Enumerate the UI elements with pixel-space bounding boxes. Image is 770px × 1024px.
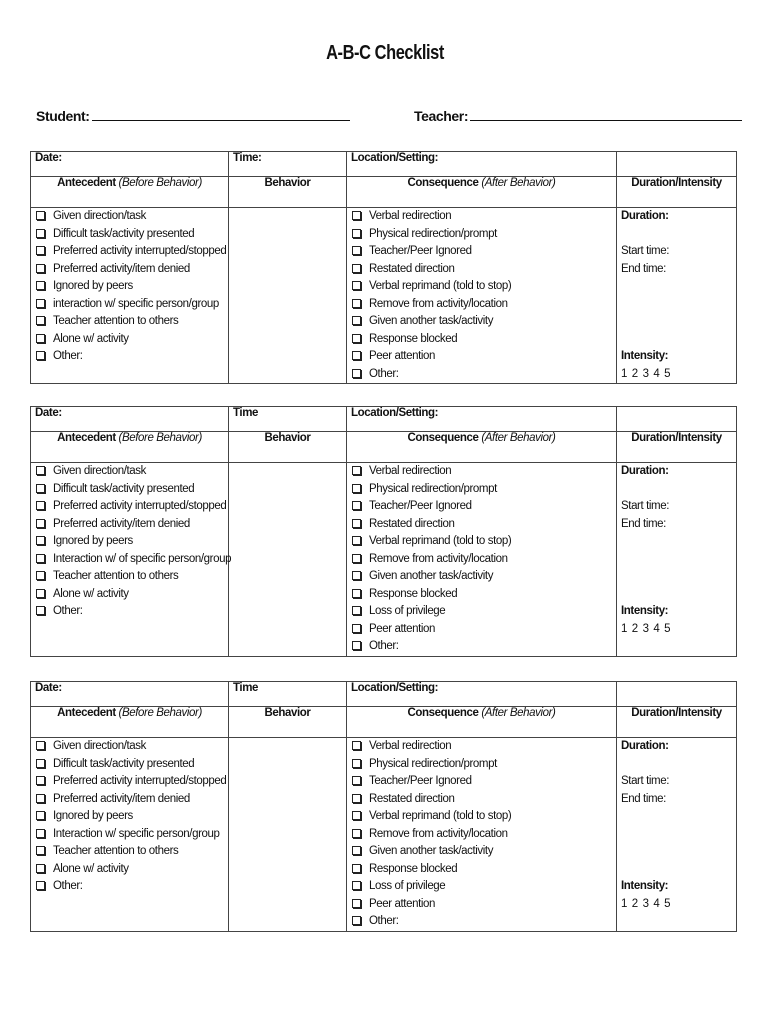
consequence-item-label: Loss of privilege xyxy=(369,880,446,892)
antecedent-subtitle: (Before Behavior) xyxy=(118,432,202,444)
consequence-header xyxy=(347,177,617,208)
antecedent-item[interactable] xyxy=(35,516,224,534)
antecedent-item[interactable] xyxy=(35,878,224,896)
consequence-item-label: Teacher/Peer Ignored xyxy=(369,775,472,787)
checkbox-icon[interactable] xyxy=(352,589,361,598)
consequence-title: Consequence xyxy=(407,707,479,719)
consequence-item[interactable] xyxy=(351,313,612,331)
consequence-item[interactable] xyxy=(351,498,612,516)
antecedent-list xyxy=(35,463,232,621)
checkbox-icon[interactable] xyxy=(36,211,45,220)
duration-label: Duration: xyxy=(621,210,669,222)
consequence-list xyxy=(351,208,612,383)
checkbox-icon[interactable] xyxy=(36,776,45,785)
antecedent-item-label: Interaction w/ specific person/group xyxy=(53,827,220,840)
consequence-item[interactable] xyxy=(351,586,612,604)
checkbox-icon[interactable] xyxy=(352,554,361,563)
checkbox-icon[interactable] xyxy=(352,571,361,580)
checkbox-icon[interactable] xyxy=(352,466,361,475)
behavior-title: Behavior xyxy=(264,432,311,444)
antecedent-subtitle: (Before Behavior) xyxy=(118,177,202,189)
date-label: Date: xyxy=(35,407,62,419)
consequence-item[interactable] xyxy=(351,638,612,656)
consequence-item-label: Other: xyxy=(369,367,399,380)
behavior-cell[interactable] xyxy=(229,463,347,657)
consequence-item[interactable] xyxy=(351,878,612,896)
antecedent-item[interactable] xyxy=(35,861,224,879)
checkbox-icon[interactable] xyxy=(352,759,361,768)
checkbox-icon[interactable] xyxy=(36,316,45,325)
antecedent-item-label: Given direction/task xyxy=(53,210,146,222)
antecedent-subtitle: (Before Behavior) xyxy=(118,707,202,719)
antecedent-item-label: Preferred activity interrupted/stopped xyxy=(53,775,227,787)
checkbox-icon[interactable] xyxy=(352,641,361,650)
consequence-item-label: Given another task/activity xyxy=(369,570,494,582)
checkbox-icon[interactable] xyxy=(352,811,361,820)
checkbox-icon[interactable] xyxy=(352,501,361,510)
antecedent-item-label: Teacher attention to others xyxy=(53,315,179,327)
consequence-subtitle: (After Behavior) xyxy=(481,177,556,189)
antecedent-item[interactable] xyxy=(35,843,224,861)
checkbox-icon[interactable] xyxy=(352,881,361,890)
antecedent-item[interactable] xyxy=(35,481,224,499)
consequence-cell xyxy=(347,463,617,657)
antecedent-item[interactable] xyxy=(35,243,227,261)
consequence-item[interactable] xyxy=(351,243,612,261)
checkbox-icon[interactable] xyxy=(36,759,45,768)
consequence-item[interactable] xyxy=(351,738,612,756)
consequence-item-label: Response blocked xyxy=(369,332,458,345)
checkbox-icon[interactable] xyxy=(36,246,45,255)
time-cell[interactable] xyxy=(229,152,347,177)
duration-label: Duration: xyxy=(621,740,669,752)
end-time-label[interactable]: End time: xyxy=(621,517,666,530)
checkbox-icon[interactable] xyxy=(36,501,45,510)
checkbox-icon[interactable] xyxy=(352,246,361,255)
antecedent-item-label: Preferred activity interrupted/stopped xyxy=(53,245,227,257)
checkbox-icon[interactable] xyxy=(352,606,361,615)
checkbox-icon[interactable] xyxy=(36,741,45,750)
antecedent-item[interactable] xyxy=(35,826,224,844)
time-cell[interactable] xyxy=(229,407,347,432)
checkbox-icon[interactable] xyxy=(36,536,45,545)
antecedent-item[interactable] xyxy=(35,808,224,826)
behavior-header xyxy=(229,177,347,208)
checkbox-icon[interactable] xyxy=(36,334,45,343)
consequence-item[interactable] xyxy=(351,278,612,296)
checkbox-icon[interactable] xyxy=(352,229,361,238)
checkbox-icon[interactable] xyxy=(36,589,45,598)
behavior-title: Behavior xyxy=(264,707,311,719)
checkbox-icon[interactable] xyxy=(36,299,45,308)
date-cell[interactable] xyxy=(31,152,229,177)
student-line[interactable] xyxy=(92,106,350,121)
antecedent-item-label: Difficult task/activity presented xyxy=(53,482,195,495)
antecedent-item[interactable] xyxy=(35,738,224,756)
antecedent-item[interactable] xyxy=(35,498,227,516)
antecedent-list xyxy=(35,208,227,366)
checkbox-icon[interactable] xyxy=(352,846,361,855)
antecedent-item[interactable] xyxy=(35,313,224,331)
antecedent-header xyxy=(31,432,229,463)
antecedent-item-label: Given direction/task xyxy=(53,740,146,752)
consequence-item-label: Peer attention xyxy=(369,897,436,910)
antecedent-item[interactable] xyxy=(35,568,224,586)
antecedent-item[interactable] xyxy=(35,603,224,621)
date-cell[interactable] xyxy=(31,682,229,707)
consequence-item[interactable] xyxy=(351,861,612,879)
checkbox-icon[interactable] xyxy=(36,794,45,803)
consequence-item[interactable] xyxy=(351,773,612,791)
duration-label: Duration: xyxy=(621,465,669,477)
checkbox-icon[interactable] xyxy=(352,794,361,803)
consequence-cell xyxy=(347,738,617,932)
consequence-item-label: Verbal redirection xyxy=(369,740,452,752)
start-time-label[interactable]: Start time: xyxy=(621,775,670,787)
consequence-item-label: Response blocked xyxy=(369,862,458,875)
duration-cell xyxy=(617,208,737,384)
consequence-cell xyxy=(347,208,617,384)
checkbox-icon[interactable] xyxy=(352,916,361,925)
consequence-item[interactable] xyxy=(351,348,612,366)
consequence-item-label: Verbal reprimand (told to stop) xyxy=(369,810,512,822)
antecedent-item[interactable] xyxy=(35,296,224,314)
checkbox-icon[interactable] xyxy=(352,264,361,273)
checkbox-icon[interactable] xyxy=(352,334,361,343)
intensity-scale[interactable]: 1 2 3 4 5 xyxy=(621,622,671,635)
antecedent-item-label: Alone w/ activity xyxy=(53,862,129,875)
checkbox-icon[interactable] xyxy=(36,229,45,238)
consequence-item-label: Remove from activity/location xyxy=(369,552,508,565)
blank-header-cell xyxy=(617,407,737,432)
checkbox-icon[interactable] xyxy=(352,519,361,528)
antecedent-header xyxy=(31,177,229,208)
checkbox-icon[interactable] xyxy=(352,351,361,360)
antecedent-item[interactable] xyxy=(35,791,224,809)
abc-table-1 xyxy=(30,151,737,384)
student-label: Student: xyxy=(36,108,90,124)
blank-header-cell xyxy=(617,152,737,177)
antecedent-list xyxy=(35,738,227,896)
location-cell[interactable] xyxy=(347,407,617,432)
end-time-label[interactable]: End time: xyxy=(621,792,666,805)
antecedent-item[interactable] xyxy=(35,773,227,791)
checkbox-icon[interactable] xyxy=(352,299,361,308)
antecedent-item-label: Preferred activity/item denied xyxy=(53,792,190,805)
behavior-cell[interactable] xyxy=(229,208,347,384)
duration-header xyxy=(617,707,737,738)
abc-table-2 xyxy=(30,406,737,657)
checkbox-icon[interactable] xyxy=(352,369,361,378)
consequence-item-label: Peer attention xyxy=(369,350,436,362)
antecedent-item[interactable] xyxy=(35,261,224,279)
intensity-scale[interactable]: 1 2 3 4 5 xyxy=(621,897,671,910)
consequence-item-label: Remove from activity/location xyxy=(369,827,508,840)
duration-cell xyxy=(617,463,737,657)
consequence-item[interactable] xyxy=(351,808,612,826)
checkbox-icon[interactable] xyxy=(352,776,361,785)
duration-header xyxy=(617,432,737,463)
checkbox-icon[interactable] xyxy=(352,829,361,838)
consequence-item[interactable] xyxy=(351,261,612,279)
antecedent-item-label: Other: xyxy=(53,350,83,362)
antecedent-header xyxy=(31,707,229,738)
antecedent-item-label: Alone w/ activity xyxy=(53,587,129,600)
duration-cell xyxy=(617,738,737,932)
checkbox-icon[interactable] xyxy=(36,466,45,475)
checkbox-icon[interactable] xyxy=(36,571,45,580)
consequence-item[interactable] xyxy=(351,603,612,621)
duration-title: Duration/Intensity xyxy=(631,177,722,189)
checkbox-icon[interactable] xyxy=(352,211,361,220)
consequence-item-label: Teacher/Peer Ignored xyxy=(369,245,472,257)
end-time-label[interactable]: End time: xyxy=(621,262,666,275)
start-time-label[interactable]: Start time: xyxy=(621,500,670,512)
checkbox-icon[interactable] xyxy=(36,281,45,290)
consequence-item[interactable] xyxy=(351,791,612,809)
consequence-item[interactable] xyxy=(351,463,612,481)
checkbox-icon[interactable] xyxy=(36,606,45,615)
date-label: Date: xyxy=(35,152,62,164)
time-cell[interactable] xyxy=(229,682,347,707)
consequence-header xyxy=(347,707,617,738)
teacher-field[interactable] xyxy=(414,106,742,124)
consequence-item[interactable] xyxy=(351,516,612,534)
consequence-item[interactable] xyxy=(351,826,612,844)
teacher-line[interactable] xyxy=(470,106,742,121)
consequence-item[interactable] xyxy=(351,551,612,569)
consequence-item-label: Response blocked xyxy=(369,587,458,600)
antecedent-item-label: Difficult task/activity presented xyxy=(53,227,195,240)
consequence-item-label: Restated direction xyxy=(369,517,455,530)
page-title: A-B-C Checklist xyxy=(326,42,444,64)
student-field[interactable] xyxy=(36,106,350,124)
antecedent-item[interactable] xyxy=(35,226,224,244)
consequence-title: Consequence xyxy=(407,432,479,444)
consequence-item-label: Other: xyxy=(369,915,399,927)
checkbox-icon[interactable] xyxy=(36,881,45,890)
consequence-item-label: Loss of privilege xyxy=(369,605,446,617)
antecedent-item-label: Given direction/task xyxy=(53,465,146,477)
consequence-item[interactable] xyxy=(351,366,612,384)
antecedent-item-label: Teacher attention to others xyxy=(53,845,179,857)
location-cell[interactable] xyxy=(347,152,617,177)
antecedent-item-label: Difficult task/activity presented xyxy=(53,757,195,770)
intensity-label: Intensity: xyxy=(621,350,669,362)
antecedent-item[interactable] xyxy=(35,331,224,349)
antecedent-item-label: Ignored by peers xyxy=(53,535,133,547)
blank-header-cell xyxy=(617,682,737,707)
consequence-item-label: Restated direction xyxy=(369,792,455,805)
antecedent-item-label: Interaction w/ of specific person/group xyxy=(53,552,232,565)
consequence-item[interactable] xyxy=(351,208,612,226)
location-cell[interactable] xyxy=(347,682,617,707)
behavior-header xyxy=(229,432,347,463)
consequence-subtitle: (After Behavior) xyxy=(481,432,556,444)
consequence-item-label: Verbal redirection xyxy=(369,465,452,477)
consequence-item[interactable] xyxy=(351,621,612,639)
checkbox-icon[interactable] xyxy=(352,484,361,493)
consequence-list xyxy=(351,738,612,931)
consequence-header xyxy=(347,432,617,463)
consequence-item[interactable] xyxy=(351,568,612,586)
antecedent-cell xyxy=(31,738,229,932)
behavior-title: Behavior xyxy=(264,177,311,189)
checkbox-icon[interactable] xyxy=(36,484,45,493)
consequence-item-label: Restated direction xyxy=(369,262,455,275)
location-label: Location/Setting: xyxy=(351,682,439,694)
antecedent-item-label: Alone w/ activity xyxy=(53,332,129,345)
antecedent-item-label: Ignored by peers xyxy=(53,280,133,292)
consequence-item-label: Physical redirection/prompt xyxy=(369,482,497,495)
checkbox-icon[interactable] xyxy=(352,281,361,290)
date-label: Date: xyxy=(35,682,62,694)
consequence-item-label: Physical redirection/prompt xyxy=(369,227,497,240)
start-time-label[interactable]: Start time: xyxy=(621,245,670,257)
location-label: Location/Setting: xyxy=(351,152,439,164)
antecedent-item-label: Preferred activity/item denied xyxy=(53,517,190,530)
antecedent-item-label: Preferred activity interrupted/stopped xyxy=(53,500,227,512)
teacher-label: Teacher: xyxy=(414,108,469,124)
consequence-item[interactable] xyxy=(351,756,612,774)
antecedent-item[interactable] xyxy=(35,756,224,774)
consequence-item[interactable] xyxy=(351,296,612,314)
consequence-item-label: Given another task/activity xyxy=(369,845,494,857)
checkbox-icon[interactable] xyxy=(36,351,45,360)
antecedent-cell xyxy=(31,463,232,657)
intensity-scale[interactable]: 1 2 3 4 5 xyxy=(621,367,671,380)
consequence-item-label: Remove from activity/location xyxy=(369,297,508,310)
consequence-item[interactable] xyxy=(351,843,612,861)
consequence-item-label: Verbal reprimand (told to stop) xyxy=(369,535,512,547)
consequence-item[interactable] xyxy=(351,896,612,914)
checkbox-icon[interactable] xyxy=(352,741,361,750)
antecedent-title: Antecedent xyxy=(57,432,116,444)
checkbox-icon[interactable] xyxy=(36,264,45,273)
checkbox-icon[interactable] xyxy=(352,536,361,545)
antecedent-item[interactable] xyxy=(35,533,224,551)
consequence-item-label: Other: xyxy=(369,640,399,652)
antecedent-item[interactable] xyxy=(35,208,224,226)
time-label: Time: xyxy=(233,152,262,164)
consequence-item[interactable] xyxy=(351,481,612,499)
checkbox-icon[interactable] xyxy=(36,554,45,563)
time-label: Time xyxy=(233,682,259,694)
antecedent-item[interactable] xyxy=(35,463,224,481)
consequence-item-label: Teacher/Peer Ignored xyxy=(369,500,472,512)
consequence-item[interactable] xyxy=(351,226,612,244)
antecedent-title: Antecedent xyxy=(57,707,116,719)
abc-table-3 xyxy=(30,681,737,932)
consequence-list xyxy=(351,463,612,656)
antecedent-item[interactable] xyxy=(35,348,224,366)
antecedent-cell xyxy=(31,208,229,384)
consequence-item[interactable] xyxy=(351,533,612,551)
antecedent-item-label: Ignored by peers xyxy=(53,810,133,822)
time-label: Time xyxy=(233,407,259,419)
checkbox-icon[interactable] xyxy=(352,864,361,873)
antecedent-item-label: interaction w/ specific person/group xyxy=(53,297,219,310)
intensity-label: Intensity: xyxy=(621,880,669,892)
consequence-item-label: Physical redirection/prompt xyxy=(369,757,497,770)
antecedent-item-label: Other: xyxy=(53,880,83,892)
consequence-item[interactable] xyxy=(351,331,612,349)
behavior-header xyxy=(229,707,347,738)
antecedent-item-label: Other: xyxy=(53,605,83,617)
consequence-item-label: Peer attention xyxy=(369,622,436,635)
consequence-title: Consequence xyxy=(407,177,479,189)
checkbox-icon[interactable] xyxy=(352,316,361,325)
consequence-item-label: Verbal redirection xyxy=(369,210,452,222)
checkbox-icon[interactable] xyxy=(352,899,361,908)
intensity-label: Intensity: xyxy=(621,605,669,617)
checkbox-icon[interactable] xyxy=(36,846,45,855)
antecedent-item[interactable] xyxy=(35,551,232,569)
antecedent-item-label: Teacher attention to others xyxy=(53,570,179,582)
antecedent-item[interactable] xyxy=(35,278,224,296)
date-cell[interactable] xyxy=(31,407,229,432)
duration-header xyxy=(617,177,737,208)
checkbox-icon[interactable] xyxy=(36,829,45,838)
consequence-item[interactable] xyxy=(351,913,612,931)
checkbox-icon[interactable] xyxy=(36,864,45,873)
consequence-subtitle: (After Behavior) xyxy=(481,707,556,719)
checkbox-icon[interactable] xyxy=(36,811,45,820)
checkbox-icon[interactable] xyxy=(36,519,45,528)
consequence-item-label: Given another task/activity xyxy=(369,315,494,327)
behavior-cell[interactable] xyxy=(229,738,347,932)
checkbox-icon[interactable] xyxy=(352,624,361,633)
consequence-item-label: Verbal reprimand (told to stop) xyxy=(369,280,512,292)
duration-title: Duration/Intensity xyxy=(631,432,722,444)
antecedent-item[interactable] xyxy=(35,586,224,604)
antecedent-title: Antecedent xyxy=(57,177,116,189)
duration-title: Duration/Intensity xyxy=(631,707,722,719)
location-label: Location/Setting: xyxy=(351,407,439,419)
antecedent-item-label: Preferred activity/item denied xyxy=(53,262,190,275)
